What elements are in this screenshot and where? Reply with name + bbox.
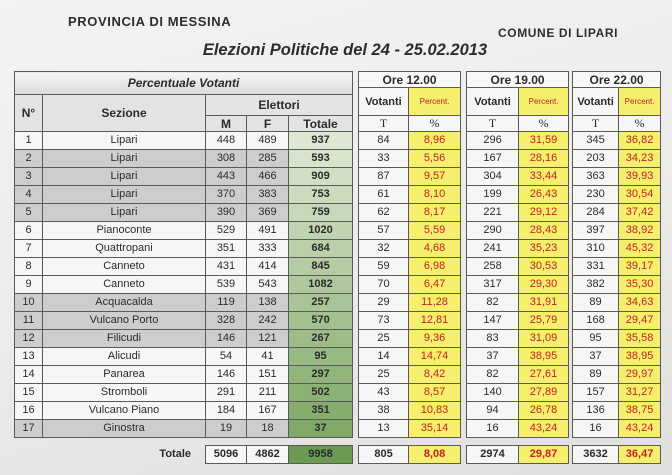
votanti-ore-22: 382 — [573, 276, 619, 294]
votanti-ore-22: 230 — [573, 186, 619, 204]
col-header-percent-22: Percent. — [619, 88, 661, 116]
sezione-name: Canneto — [43, 258, 206, 276]
sezione-name: Panarea — [43, 366, 206, 384]
percent-ore-22: 38,75 — [619, 402, 661, 420]
votanti-ore-19: 82 — [467, 294, 519, 312]
elettori-m: 431 — [206, 258, 247, 276]
block-gap — [15, 438, 661, 446]
sezione-name: Acquacalda — [43, 294, 206, 312]
percent-ore-12: 14,74 — [409, 348, 461, 366]
votanti-ore-19: 221 — [467, 204, 519, 222]
table-row — [15, 312, 661, 330]
votanti-ore-19: 290 — [467, 222, 519, 240]
row-number: 9 — [15, 276, 43, 294]
percent-ore-12: 6,47 — [409, 276, 461, 294]
percent-ore-12: 11,28 — [409, 294, 461, 312]
percent-ore-22: 37,42 — [619, 204, 661, 222]
row-number: 16 — [15, 402, 43, 420]
comune-heading: COMUNE DI LIPARI — [498, 26, 619, 40]
votanti-ore-22: 203 — [573, 150, 619, 168]
elettori-totale: 502 — [289, 384, 353, 402]
elettori-f: 121 — [247, 330, 289, 348]
elettori-totale: 95 — [289, 348, 353, 366]
percent-ore-12: 5,59 — [409, 222, 461, 240]
elettori-f: 211 — [247, 384, 289, 402]
unit-t-19: T — [467, 116, 519, 132]
unit-pct-19: % — [519, 116, 569, 132]
totals-label: Totale — [159, 448, 191, 460]
elettori-m: 351 — [206, 240, 247, 258]
row-number: 14 — [15, 366, 43, 384]
row-number: 17 — [15, 420, 43, 438]
percent-ore-19: 31,59 — [519, 132, 569, 150]
sezione-name: Quattropani — [43, 240, 206, 258]
header-row — [15, 72, 661, 88]
elettori-f: 151 — [247, 366, 289, 384]
percent-ore-22: 38,95 — [619, 348, 661, 366]
votanti-ore-12: 87 — [359, 168, 409, 186]
col-header-votanti-22: Votanti — [573, 88, 619, 116]
elettori-totale: 593 — [289, 150, 353, 168]
elettori-totale: 257 — [289, 294, 353, 312]
votanti-ore-12: 59 — [359, 258, 409, 276]
votanti-ore-19: 94 — [467, 402, 519, 420]
block-gap — [353, 95, 359, 116]
percent-ore-22: 30,54 — [619, 186, 661, 204]
row-number: 11 — [15, 312, 43, 330]
votanti-ore-19: 258 — [467, 258, 519, 276]
col-header-f: F — [247, 116, 289, 132]
percent-ore-19: 29,30 — [519, 276, 569, 294]
percent-ore-19: 28,16 — [519, 150, 569, 168]
unit-t-22: T — [573, 116, 619, 132]
row-number: 7 — [15, 240, 43, 258]
block-gap — [461, 95, 467, 116]
sezione-name: Lipari — [43, 168, 206, 186]
votanti-ore-12: 70 — [359, 276, 409, 294]
row-number: 13 — [15, 348, 43, 366]
percent-ore-12: 9,36 — [409, 330, 461, 348]
elettori-f: 369 — [247, 204, 289, 222]
elettori-totale: 37 — [289, 420, 353, 438]
table-row — [15, 330, 661, 348]
percent-ore-19: 35,23 — [519, 240, 569, 258]
totals-percent-19: 29,87 — [519, 446, 569, 464]
elettori-m: 54 — [206, 348, 247, 366]
elettori-totale: 1082 — [289, 276, 353, 294]
percent-ore-19: 27,89 — [519, 384, 569, 402]
percent-ore-19: 31,91 — [519, 294, 569, 312]
percent-ore-22: 35,58 — [619, 330, 661, 348]
sezione-name: Filicudi — [43, 330, 206, 348]
elettori-f: 491 — [247, 222, 289, 240]
percent-ore-22: 38,92 — [619, 222, 661, 240]
votanti-ore-22: 310 — [573, 240, 619, 258]
elettori-totale: 845 — [289, 258, 353, 276]
votanti-ore-12: 62 — [359, 204, 409, 222]
table-row — [15, 204, 661, 222]
votanti-ore-12: 13 — [359, 420, 409, 438]
table-spacer — [15, 438, 661, 446]
votanti-ore-12: 57 — [359, 222, 409, 240]
col-header-elettori: Elettori — [206, 95, 353, 116]
percent-ore-19: 25,79 — [519, 312, 569, 330]
votanti-ore-12: 32 — [359, 240, 409, 258]
time-header-12: Ore 12.00 — [359, 72, 461, 88]
elettori-totale: 684 — [289, 240, 353, 258]
row-number: 2 — [15, 150, 43, 168]
totals-f: 4862 — [247, 446, 289, 464]
table-row — [15, 168, 661, 186]
sezione-name: Ginostra — [43, 420, 206, 438]
percent-ore-12: 8,96 — [409, 132, 461, 150]
table-row — [15, 384, 661, 402]
sezione-name: Pianoconte — [43, 222, 206, 240]
percent-ore-12: 4,68 — [409, 240, 461, 258]
votanti-ore-22: 95 — [573, 330, 619, 348]
votanti-ore-12: 38 — [359, 402, 409, 420]
table-row — [15, 276, 661, 294]
sezione-name: Alicudi — [43, 348, 206, 366]
percent-ore-22: 43,24 — [619, 420, 661, 438]
col-header-totale: Totale — [289, 116, 353, 132]
elettori-m: 390 — [206, 204, 247, 222]
votanti-ore-12: 61 — [359, 186, 409, 204]
totals-row — [15, 446, 661, 464]
col-header-votanti-19: Votanti — [467, 88, 519, 116]
votanti-ore-19: 241 — [467, 240, 519, 258]
percent-ore-12: 8,17 — [409, 204, 461, 222]
col-header-n: N° — [15, 95, 43, 132]
votanti-ore-19: 199 — [467, 186, 519, 204]
votanti-ore-22: 331 — [573, 258, 619, 276]
votanti-ore-19: 317 — [467, 276, 519, 294]
votanti-ore-22: 345 — [573, 132, 619, 150]
votanti-ore-12: 73 — [359, 312, 409, 330]
percent-ore-19: 29,12 — [519, 204, 569, 222]
percent-ore-19: 38,95 — [519, 348, 569, 366]
votanti-ore-22: 89 — [573, 294, 619, 312]
table-row — [15, 420, 661, 438]
elettori-m: 119 — [206, 294, 247, 312]
sezione-name: Stromboli — [43, 384, 206, 402]
table-row — [15, 294, 661, 312]
elettori-m: 370 — [206, 186, 247, 204]
col-header-percent-12: Percent. — [409, 88, 461, 116]
turnout-table — [14, 71, 661, 464]
totals-percent-22: 36,47 — [619, 446, 661, 464]
votanti-ore-22: 37 — [573, 348, 619, 366]
percent-ore-12: 6,98 — [409, 258, 461, 276]
table-row — [15, 240, 661, 258]
table-row — [15, 186, 661, 204]
row-number: 4 — [15, 186, 43, 204]
votanti-ore-22: 157 — [573, 384, 619, 402]
votanti-ore-12: 29 — [359, 294, 409, 312]
sezione-name: Lipari — [43, 150, 206, 168]
votanti-ore-12: 43 — [359, 384, 409, 402]
percent-ore-22: 34,63 — [619, 294, 661, 312]
elettori-totale: 909 — [289, 168, 353, 186]
percent-ore-12: 9,57 — [409, 168, 461, 186]
votanti-ore-19: 83 — [467, 330, 519, 348]
percent-ore-19: 33,44 — [519, 168, 569, 186]
table-body — [15, 132, 661, 438]
votanti-ore-19: 147 — [467, 312, 519, 330]
time-header-19: Ore 19.00 — [467, 72, 569, 88]
percent-ore-19: 27,61 — [519, 366, 569, 384]
totals-totale: 9958 — [289, 446, 353, 464]
elettori-totale: 297 — [289, 366, 353, 384]
elettori-totale: 759 — [289, 204, 353, 222]
percent-ore-22: 31,27 — [619, 384, 661, 402]
row-number: 8 — [15, 258, 43, 276]
totals-votanti-22: 3632 — [573, 446, 619, 464]
elettori-m: 448 — [206, 132, 247, 150]
sezione-name: Lipari — [43, 204, 206, 222]
page-title: Elezioni Politiche del 24 - 25.02.2013 — [202, 41, 488, 59]
votanti-ore-22: 284 — [573, 204, 619, 222]
col-header-sezione: Sezione — [43, 95, 206, 132]
sezione-name: Lipari — [43, 186, 206, 204]
votanti-ore-19: 16 — [467, 420, 519, 438]
table-row — [15, 222, 661, 240]
elettori-m: 443 — [206, 168, 247, 186]
col-header-m: M — [206, 116, 247, 132]
votanti-ore-12: 25 — [359, 366, 409, 384]
elettori-totale: 351 — [289, 402, 353, 420]
elettori-totale: 1020 — [289, 222, 353, 240]
votanti-ore-19: 296 — [467, 132, 519, 150]
votanti-ore-19: 82 — [467, 366, 519, 384]
elettori-m: 539 — [206, 276, 247, 294]
totals-m: 5096 — [206, 446, 247, 464]
percent-ore-22: 35,30 — [619, 276, 661, 294]
elettori-m: 308 — [206, 150, 247, 168]
row-number: 5 — [15, 204, 43, 222]
percent-ore-19: 26,43 — [519, 186, 569, 204]
percent-ore-22: 45,32 — [619, 240, 661, 258]
elettori-f: 543 — [247, 276, 289, 294]
percent-ore-12: 8,10 — [409, 186, 461, 204]
elettori-f: 18 — [247, 420, 289, 438]
votanti-ore-22: 168 — [573, 312, 619, 330]
percent-ore-22: 39,17 — [619, 258, 661, 276]
table-row — [15, 132, 661, 150]
percent-ore-12: 12,81 — [409, 312, 461, 330]
totals-percent-12: 8,08 — [409, 446, 461, 464]
caption-percentuale-votanti: Percentuale Votanti — [15, 72, 353, 95]
table-row — [15, 402, 661, 420]
elettori-totale: 570 — [289, 312, 353, 330]
block-gap — [569, 95, 573, 116]
percent-ore-12: 10,83 — [409, 402, 461, 420]
time-header-22: Ore 22.00 — [573, 72, 661, 88]
votanti-ore-22: 89 — [573, 366, 619, 384]
table-row — [15, 348, 661, 366]
elettori-m: 291 — [206, 384, 247, 402]
col-header-percent-19: Percent. — [519, 88, 569, 116]
unit-pct-22: % — [619, 116, 661, 132]
percent-ore-12: 8,57 — [409, 384, 461, 402]
percent-ore-19: 30,53 — [519, 258, 569, 276]
sezione-name: Lipari — [43, 132, 206, 150]
elettori-m: 529 — [206, 222, 247, 240]
provincia-heading: PROVINCIA DI MESSINA — [68, 14, 232, 29]
votanti-ore-22: 363 — [573, 168, 619, 186]
votanti-ore-12: 25 — [359, 330, 409, 348]
elettori-totale: 267 — [289, 330, 353, 348]
percent-ore-19: 31,09 — [519, 330, 569, 348]
elettori-f: 285 — [247, 150, 289, 168]
row-number: 3 — [15, 168, 43, 186]
percent-ore-22: 29,97 — [619, 366, 661, 384]
elettori-m: 328 — [206, 312, 247, 330]
elettori-f: 383 — [247, 186, 289, 204]
votanti-ore-19: 37 — [467, 348, 519, 366]
elettori-f: 466 — [247, 168, 289, 186]
elettori-m: 19 — [206, 420, 247, 438]
elettori-m: 146 — [206, 366, 247, 384]
percent-ore-12: 8,42 — [409, 366, 461, 384]
percent-ore-22: 39,93 — [619, 168, 661, 186]
votanti-ore-22: 16 — [573, 420, 619, 438]
row-number: 1 — [15, 132, 43, 150]
elettori-f: 41 — [247, 348, 289, 366]
row-number: 10 — [15, 294, 43, 312]
row-number: 15 — [15, 384, 43, 402]
percent-ore-19: 43,24 — [519, 420, 569, 438]
row-number: 6 — [15, 222, 43, 240]
totals-votanti-12: 805 — [359, 446, 409, 464]
unit-t-12: T — [359, 116, 409, 132]
table-row — [15, 258, 661, 276]
elettori-f: 489 — [247, 132, 289, 150]
elettori-totale: 937 — [289, 132, 353, 150]
votanti-ore-22: 136 — [573, 402, 619, 420]
votanti-ore-22: 397 — [573, 222, 619, 240]
percent-ore-19: 28,43 — [519, 222, 569, 240]
elettori-f: 138 — [247, 294, 289, 312]
votanti-ore-19: 140 — [467, 384, 519, 402]
percent-ore-12: 35,14 — [409, 420, 461, 438]
percent-ore-22: 34,23 — [619, 150, 661, 168]
elettori-f: 333 — [247, 240, 289, 258]
elettori-m: 184 — [206, 402, 247, 420]
percent-ore-22: 36,82 — [619, 132, 661, 150]
votanti-ore-12: 33 — [359, 150, 409, 168]
votanti-ore-12: 84 — [359, 132, 409, 150]
sezione-name: Vulcano Piano — [43, 402, 206, 420]
votanti-ore-12: 14 — [359, 348, 409, 366]
elettori-f: 414 — [247, 258, 289, 276]
elettori-f: 167 — [247, 402, 289, 420]
percent-ore-22: 29,47 — [619, 312, 661, 330]
votanti-ore-19: 304 — [467, 168, 519, 186]
votanti-ore-19: 167 — [467, 150, 519, 168]
sezione-name: Vulcano Porto — [43, 312, 206, 330]
percent-ore-12: 5,56 — [409, 150, 461, 168]
totals-votanti-19: 2974 — [467, 446, 519, 464]
table-row — [15, 150, 661, 168]
table-row — [15, 366, 661, 384]
elettori-m: 146 — [206, 330, 247, 348]
unit-pct-12: % — [409, 116, 461, 132]
elettori-totale: 753 — [289, 186, 353, 204]
col-header-votanti-12: Votanti — [359, 88, 409, 116]
sezione-name: Canneto — [43, 276, 206, 294]
row-number: 12 — [15, 330, 43, 348]
elettori-f: 242 — [247, 312, 289, 330]
percent-ore-19: 26,78 — [519, 402, 569, 420]
